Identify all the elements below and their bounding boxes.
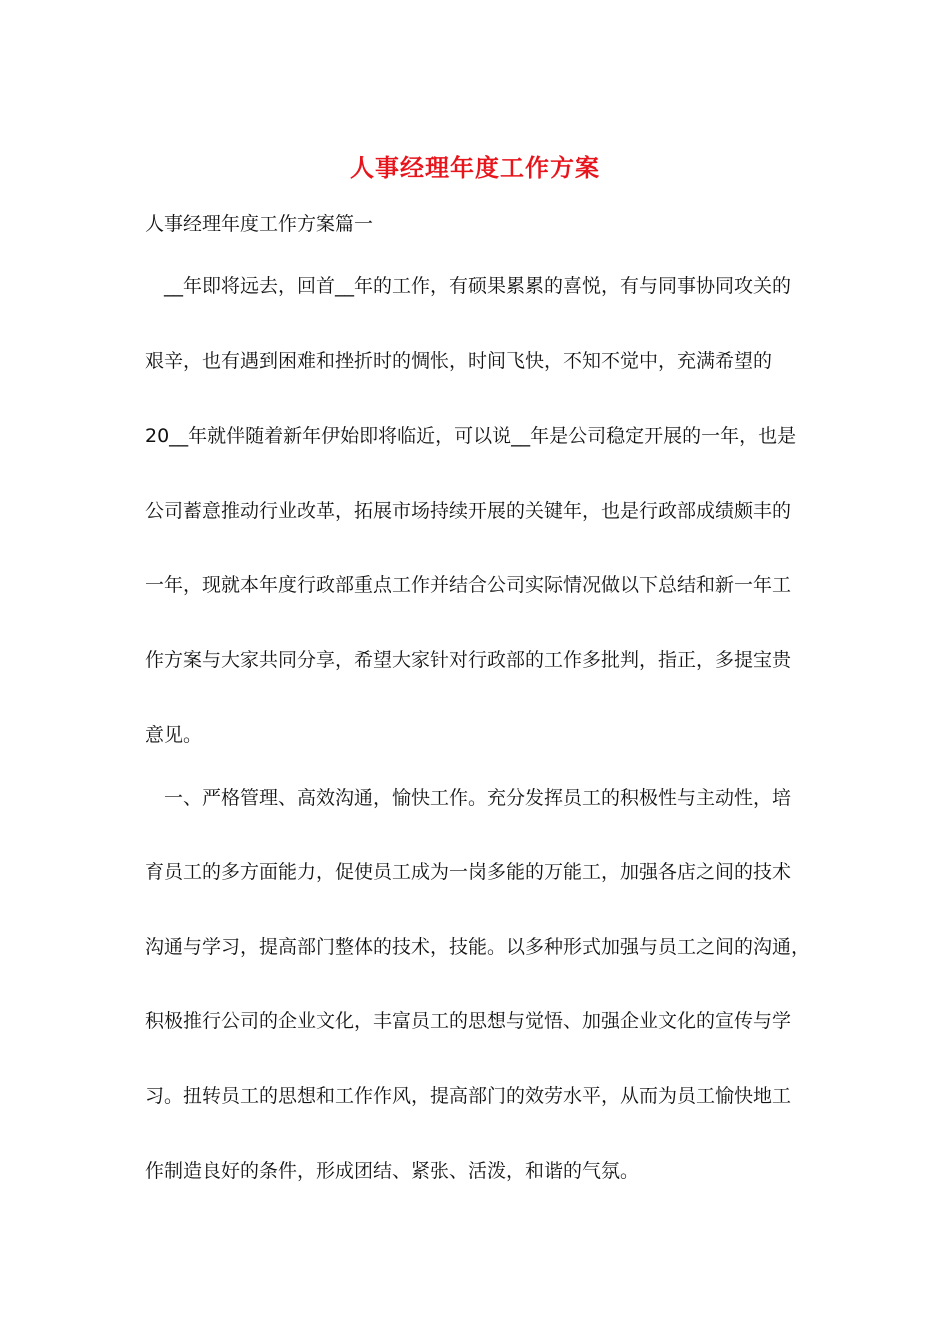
paragraph-line: 育员工的多方面能力，促使员工成为一岗多能的万能工，加强各店之间的技术 <box>145 861 792 883</box>
document-subtitle: 人事经理年度工作方案篇一 <box>145 213 374 235</box>
paragraph-line: __年即将远去，回首__年的工作，有硕果累累的喜悦，有与同事协同攻关的 <box>145 275 792 297</box>
paragraph-line: 一年，现就本年度行政部重点工作并结合公司实际情况做以下总结和新一年工 <box>145 574 792 596</box>
paragraph-line: 20__年就伴随着新年伊始即将临近，可以说__年是公司稳定开展的一年，也是 <box>145 425 797 447</box>
paragraph-line: 积极推行公司的企业文化，丰富员工的思想与觉悟、加强企业文化的宣传与学 <box>145 1010 792 1032</box>
document-title: 人事经理年度工作方案 <box>350 153 600 182</box>
paragraph-line: 艰辛，也有遇到困难和挫折时的惆怅，时间飞快，不知不觉中，充满希望的 <box>145 350 773 372</box>
paragraph-line: 作方案与大家共同分享，希望大家针对行政部的工作多批判，指正，多提宝贵 <box>145 649 792 671</box>
paragraph-line: 作制造良好的条件，形成团结、紧张、活泼，和谐的气氛。 <box>145 1160 640 1182</box>
paragraph-line: 习。扭转员工的思想和工作作风，提高部门的效劳水平，从而为员工愉快地工 <box>145 1085 792 1107</box>
paragraph-line: 公司蓄意推动行业改革，拓展市场持续开展的关键年，也是行政部成绩颇丰的 <box>145 500 792 522</box>
paragraph-line: 意见。 <box>145 724 203 746</box>
paragraph-line: 沟通与学习，提高部门整体的技术，技能。以多种形式加强与员工之间的沟通， <box>145 936 811 958</box>
paragraph-line: 一、严格管理、高效沟通，愉快工作。充分发挥员工的积极性与主动性，培 <box>145 787 792 809</box>
